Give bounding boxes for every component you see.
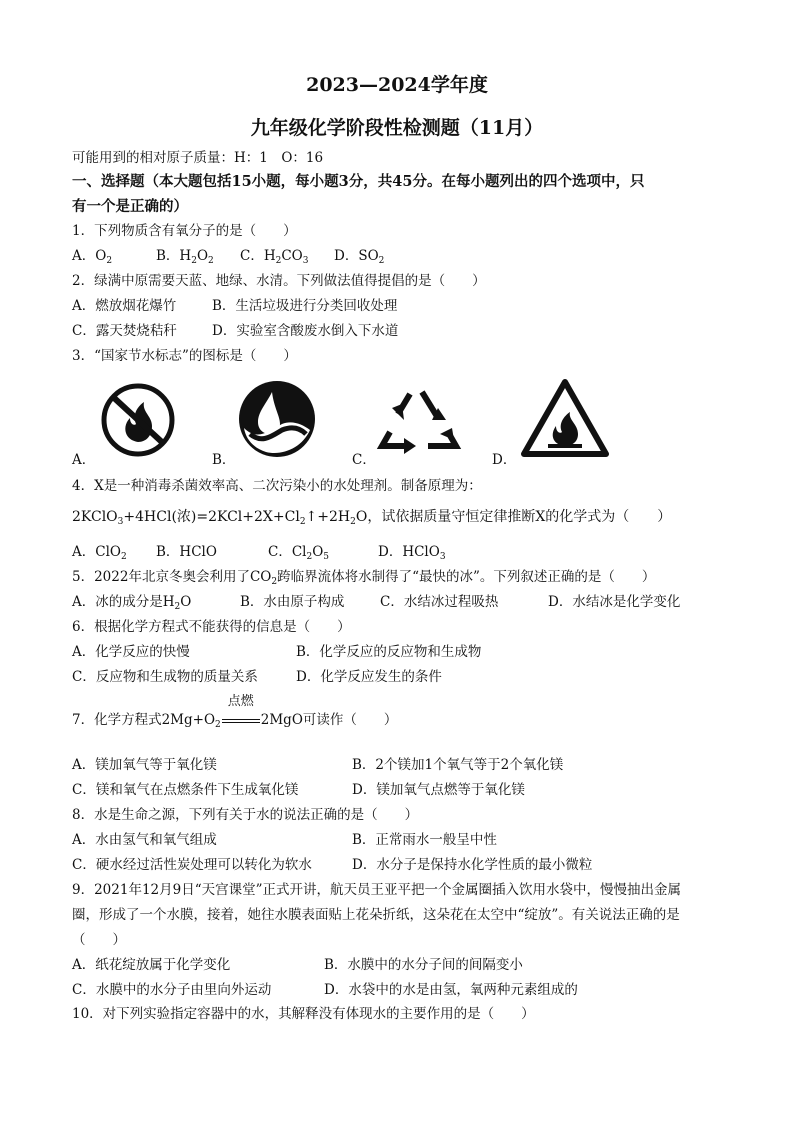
q1-stem: 1．下列物质含有氧分子的是（ ） [72,223,297,239]
q8-option-c: C．硬水经过活性炭处理可以转化为软水 [72,857,312,873]
q2-stem: 2．绿满中原需要天蓝、地绿、水清。下列做法值得提倡的是（ ） [72,273,486,289]
recycle-icon [376,380,462,460]
q6-option-b: B．化学反应的反应物和生成物 [296,644,482,660]
section-heading-line2: 有一个是正确的） [72,198,188,215]
q9-stem-line1: 9．2021年12月9日“天宫课堂”正式开讲，航天员王亚平把一个金属圈插入饮用水袋中，慢慢抽出金属 [72,882,682,898]
q1-option-d: D．$SO_2$ [334,248,385,266]
q7-stem: 7．化学方程式$2Mg+O_2$ 点燃 2MgO可读作（ ） [72,694,398,730]
q2-option-a: A．燃放烟花爆竹 [72,298,177,314]
q9-option-b: B．水膜中的水分子间的间隔变小 [324,957,523,973]
q9-option-d: D．水袋中的水是由氢，氧两种元素组成的 [324,982,578,998]
q10-stem: 10．对下列实验指定容器中的水，其解释没有体现水的主要作用的是（ ） [72,1006,535,1022]
q7-option-b: B．2个镁加1个氧气等于2个氧化镁 [352,757,564,773]
q5-stem: 5．2022年北京冬奥会利用了$CO_2$跨临界流体将水制得了“最快的冰”。下列叙述正确的是（ ） [72,569,656,587]
q4-option-a: A．ClO$_2$ [72,544,127,562]
q9-option-a: A．纸花绽放属于化学变化 [72,957,231,973]
section-heading-line1: 一、选择题（本大题包括15小题，每小题3分，共45分。在每小题列出的四个选项中，只 [72,173,645,190]
q5-option-c: C．水结冰过程吸热 [380,594,499,610]
q5-option-a: A．冰的成分是$H_2O$ [72,594,192,612]
no-fire-icon [98,380,178,460]
q8-option-d: D．水分子是保持水化学性质的最小微粒 [352,857,593,873]
q3-option-b: B． [212,452,236,468]
q9-option-c: C．水膜中的水分子由里向外运动 [72,982,272,998]
q3-option-c: C． [352,452,376,468]
q6-stem: 6．根据化学方程式不能获得的信息是（ ） [72,619,351,635]
q4-option-c: C．$Cl_2O_5$ [268,544,330,562]
q8-stem: 8．水是生命之源，下列有关于水的说法正确的是（ ） [72,807,419,823]
flammable-warning-icon [520,378,610,460]
q9-stem-line2: 圈，形成了一个水膜，接着，她往水膜表面贴上花朵折纸，这朵花在太空中“绽放”。有关说法正确的是 [72,907,680,923]
q2-option-d: D．实验室含酸废水倒入下水道 [212,323,399,339]
q7-option-c: C．镁和氧气在点燃条件下生成氧化镁 [72,782,299,798]
q3-option-d: D． [492,452,517,468]
q4-equation: 2KClO$_3$+4HCl(浓)$=2KCl+2X+Cl_2↑+2H_2O$，试依据质量守恒定律推断X的化学式为（ ） [72,509,672,527]
q3-option-a: A． [72,452,96,468]
atomic-masses: 可能用到的相对原子质量：H：1 O：16 [72,150,324,166]
q8-option-a: A．水由氢气和氧气组成 [72,832,217,848]
q4-stem: 4．X是一种消毒杀菌效率高、二次污染小的水处理剂。制备原理为： [72,478,482,494]
q4-option-d: D．HClO$_3$ [378,544,446,562]
q5-option-d: D．水结冰是化学变化 [548,594,681,610]
q6-option-a: A．化学反应的快慢 [72,644,190,660]
q9-stem-line3: （ ） [72,932,126,948]
q5-option-b: B．水由原子构成 [240,594,345,610]
title-year: 2023—2024学年度 [306,74,488,96]
page-title: 九年级化学阶段性检测题（11月） [250,117,544,139]
q4-option-b: B．HClO [156,544,217,560]
q7-option-d: D．镁加氧气点燃等于氧化镁 [352,782,525,798]
q3-stem: 3．“国家节水标志”的图标是（ ） [72,348,297,364]
q2-option-c: C．露天焚烧秸秆 [72,323,177,339]
q7-condition-arrow [221,694,261,729]
q2-option-b: B．生活垃圾进行分类回收处理 [212,298,398,314]
q7-condition: 点燃 [227,694,254,709]
q7-option-a: A．镁加氧气等于氧化镁 [72,757,217,773]
q1-option-a: A．$O_2$ [72,248,113,266]
q8-option-b: B．正常雨水一般呈中性 [352,832,497,848]
q6-option-d: D．化学反应发生的条件 [296,669,442,685]
q1-option-c: C．$H_2CO_3$ [240,248,309,266]
water-saving-icon [236,378,318,460]
q1-option-b: B．$H_2O_2$ [156,248,214,266]
q6-option-c: C．反应物和生成物的质量关系 [72,669,258,685]
